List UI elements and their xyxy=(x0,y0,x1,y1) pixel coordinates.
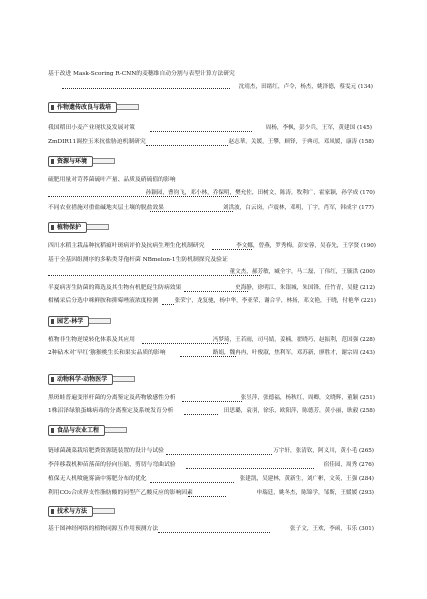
section-title: 动物科学·动物医学 xyxy=(48,374,113,385)
entry-title[interactable]: 植保无人机喷施雾滴中雾肥分布的优化 xyxy=(48,476,147,482)
entry-title[interactable]: 2种砧木对‘早红’猕猴桃生长和果实品质的影响 xyxy=(48,350,166,356)
section-header-tail xyxy=(92,508,115,514)
entry-authors-page: 史海静，徐明江，朱银城，朱国锋，任竹青，吴健 (212) xyxy=(235,285,375,291)
leader-dots xyxy=(150,131,252,132)
entry-title[interactable]: 四川水稻主栽品种抗稻瘟叶斑病评价及抗病生理生化机制研究 xyxy=(48,243,205,249)
entry-authors-page: 李文娜，曾燕，罗秀梅，彭安蓉，吴春先，王学贤 (190) xyxy=(236,243,376,249)
entry-title[interactable]: 基于图神经网络的植物同源互作用预测方法 xyxy=(48,526,159,532)
section-title: 食品与农业工程 xyxy=(48,425,105,436)
section-title: 园艺·林学 xyxy=(48,316,89,327)
section-header-crop-breeding xyxy=(48,102,139,112)
entry-title[interactable]: 利用CO₂合成界支性脂肪酸的同型产乙酸反应的影响因素 xyxy=(48,490,193,496)
entry-title[interactable]: 1株沼泽绿狼蛋蛛病毒的分离鉴定及系统发育分析 xyxy=(48,408,174,414)
entry-authors-page: 孙颖园，曹钧飞，邓小林，乔保明，樊允佐，田树文，陈涛，牧利广，霍家颖，孙学成 (170) xyxy=(145,190,375,196)
section-header-techniques-methods xyxy=(48,506,115,516)
entry-authors-page: 张建凯，吴建林，黄新生，刘广彬，文英，王强 (284) xyxy=(239,476,374,482)
leader-dots xyxy=(162,304,174,305)
entry-title[interactable]: 基于全基因组测序的多粘类芽孢杆菌 NBmelon-1生防机制探究及验证 xyxy=(48,257,228,263)
entry-authors-page: 张昱萍，张德福，杨秋红，周卿，文晓辉，董颖 (251) xyxy=(240,395,375,401)
leader-dots xyxy=(150,211,233,212)
entry-authors-page: 刘洪波，白云岗，卢震林，邓明，丁宇，肖军，韩成宇 (177) xyxy=(222,205,374,211)
entry-title[interactable]: 黑斑蛙普遍变形杆菌的分离鉴定及药物敏感性分析 xyxy=(48,395,176,401)
section-header-resources-environment xyxy=(48,156,115,166)
leader-dots xyxy=(186,468,314,469)
section-title: 技术与方法 xyxy=(48,506,93,517)
section-header-plant-protection xyxy=(48,222,109,232)
leader-dots xyxy=(146,145,228,146)
section-header-tail xyxy=(104,427,127,433)
section-title: 作物遗传改良与栽培 xyxy=(48,102,117,113)
entry-authors-page: 张子文，王欢，李函，韦乐 (301) xyxy=(290,526,374,532)
entry-title[interactable]: 柑橘采后分选中咪鲜胺和抑霉唑液浓度检测 xyxy=(48,298,159,304)
entry-title[interactable]: 我国稻田小麦产业现状及发展对策 xyxy=(48,125,135,131)
section-title: 资源与环境 xyxy=(48,156,93,167)
entry-authors-page: 万宇轩，张清钦，阿义川，黄小毛 (265) xyxy=(273,448,374,454)
section-title: 植物保护 xyxy=(48,222,87,233)
leader-dots xyxy=(62,88,230,89)
entry-title[interactable]: ZmDIR11调控玉米抗盐胁迫机制研究 xyxy=(48,139,146,145)
leader-dots xyxy=(184,414,218,415)
entry-authors-page: 申瑞廷，姚冬杰，陈锦学，邹斯，王媛媛 (293) xyxy=(256,490,374,496)
section-header-tail xyxy=(92,158,115,164)
section-header-food-engineering xyxy=(48,425,127,435)
entry-authors-page: 张荣宁，龙复驰，杨中华，李亚荣，谢合平，林扬，邓文艳，于晓，付艳华 (221) xyxy=(174,298,376,304)
entry-title[interactable]: 不同农业措施对重盐碱地夹层土壤的脱盐效果 xyxy=(48,205,164,211)
leader-dots xyxy=(158,532,270,533)
leader-dots xyxy=(166,454,272,455)
section-header-horticulture-forestry xyxy=(48,316,111,326)
section-header-tail xyxy=(86,224,109,230)
section-header-tail xyxy=(88,318,111,324)
section-header-tail xyxy=(112,376,135,382)
entry-title[interactable]: 半夏病害生防菌的筛选及其生物有机肥促生防病效果 xyxy=(48,285,182,291)
entry-title[interactable]: 硫肥用量对苛荞菌硫叶产量、品质及硝硫值的影响 xyxy=(48,177,176,183)
leader-dots xyxy=(48,275,260,276)
entry-authors-page: 冯梦琦，王若雨，司马婧，姜楠，翟晓巧，赵振利，范国强 (228) xyxy=(212,337,375,343)
entry-authors-page: 沈靖杰，田绪红，卢令，杨杰，姚泽德，蔡雯元 (134) xyxy=(238,84,373,90)
leader-dots xyxy=(182,401,242,402)
section-header-animal-science xyxy=(48,374,135,384)
entry-authors-page: 周杨，李枫，彭少兵，王军，黄建国 (145) xyxy=(265,125,372,131)
entry-title[interactable]: 李萍移栽机种苗落苗的径向压缩、剪切与弯曲试验 xyxy=(48,462,176,468)
entry-authors-page: 董文杰，郝芳敏，臧全宇，马二磊，丁伟红，王毓洪 (200) xyxy=(229,269,375,275)
section-header-tail xyxy=(116,104,139,110)
entry-authors-page: 田思璐，袁羽，徐乐，欧阳萍，陈德芳，黄小丽，耿毅 (258) xyxy=(223,408,375,414)
leader-dots xyxy=(188,496,226,497)
entry-title[interactable]: 植物非生物逆境转化体系及其应用 xyxy=(48,337,135,343)
leader-dots xyxy=(150,482,234,483)
entry-authors-page: 宿佳园，周秀 (276) xyxy=(323,462,374,468)
entry-authors-page: 路娟，魏冉冉，叶俊淑，焦利军，邓苏新，廖胜才，谢宗周 (243) xyxy=(212,350,375,356)
entry-authors-page: 赵志華，关媛，王攀，顾铎，于典司，邓凤媛，康涛 (158) xyxy=(228,139,374,145)
entry-title[interactable]: 链球菌蔬菜栽培肥粪资源链装置的设计与试验 xyxy=(48,448,164,454)
entry-title[interactable]: 基于改进 Mask-Scoring R-CNN的麦穗维自动分割与表型计算方法研究 xyxy=(48,71,235,77)
